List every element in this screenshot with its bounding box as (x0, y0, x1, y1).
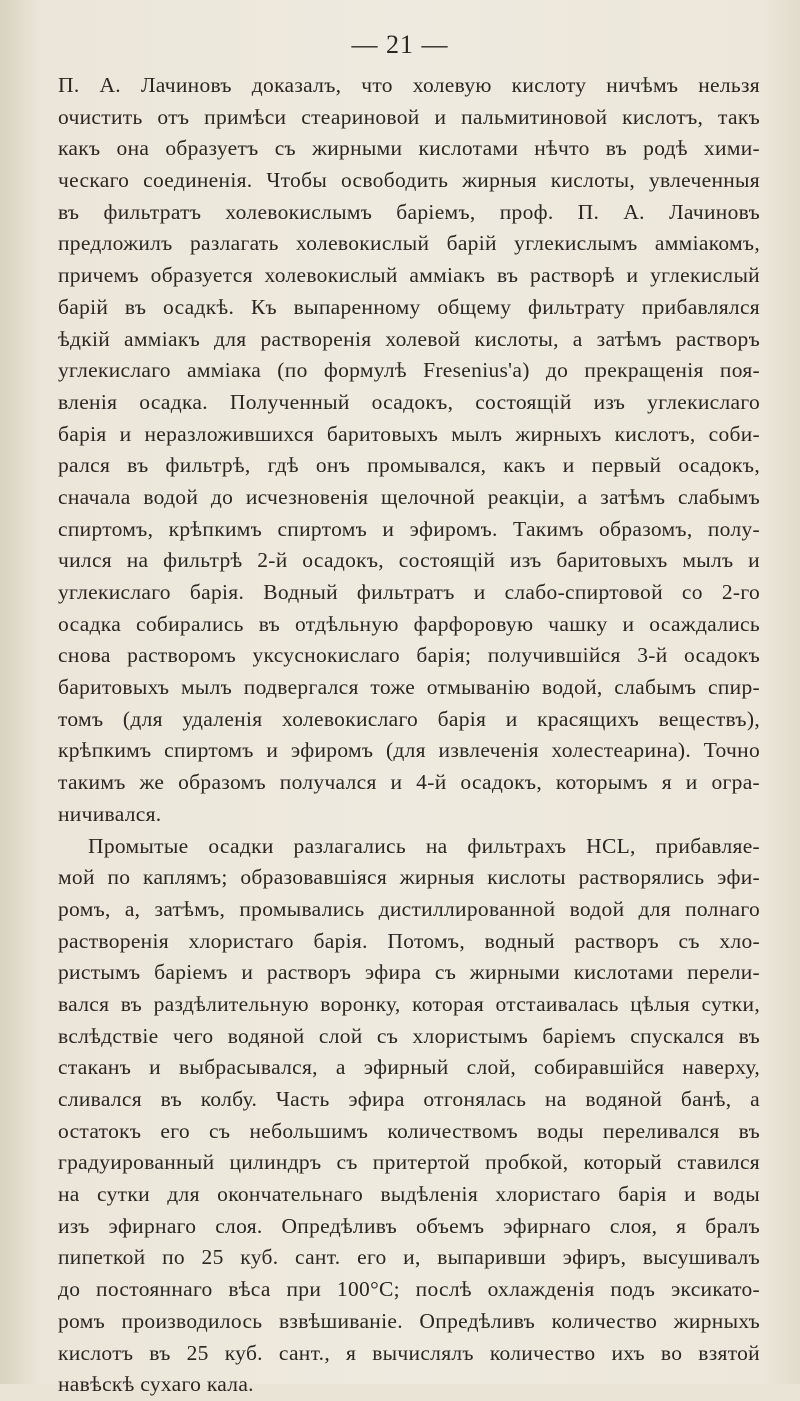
text-line: градуированный цилиндръ съ притертой пробкой, который ставился (58, 1150, 760, 1175)
text-line: ромъ производилось взвѣшиваніе. Опредѣливъ количество жирныхъ (58, 1308, 760, 1333)
text-line: въ фильтратъ холевокислымъ баріемъ, проф. П. А. Лачиновъ (58, 199, 760, 224)
text-line: остатокъ его съ небольшимъ количествомъ воды переливался въ (58, 1118, 760, 1143)
text-line: чился на фильтрѣ 2-й осадокъ, состоящій изъ баритовыхъ мылъ и (58, 548, 760, 573)
text-line: ромъ, а, затѣмъ, промывались дистиллированной водой для полнаго (58, 896, 760, 921)
text-line: снова растворомъ уксуснокислаго барія; получившійся 3-й осадокъ (58, 643, 760, 668)
text-line: ристымъ баріемъ и растворъ эфира съ жирными кислотами перели- (58, 960, 760, 985)
text-line: причемъ образуется холевокислый амміакъ въ растворѣ и углекислый (58, 263, 760, 288)
text-line: спиртомъ, крѣпкимъ спиртомъ и эфиромъ. Такимъ образомъ, полу- (58, 516, 760, 541)
text-line: баритовыхъ мылъ подвергался тоже отмыванію водой, слабымъ спир- (58, 675, 760, 700)
text-line: томъ (для удаленія холевокислаго барія и красящихъ веществъ), (58, 706, 760, 731)
text-line: сначала водой до исчезновенія щелочной реакціи, а затѣмъ слабымъ (58, 484, 760, 509)
body-text (58, 70, 760, 1401)
page-number: — 21 — (351, 30, 449, 59)
text-line: вслѣдствіе чего водяной слой съ хлористымъ баріемъ спускался въ (58, 1023, 760, 1048)
text-line: изъ эфирнаго слоя. Опредѣливъ объемъ эфирнаго слоя, я бралъ (58, 1213, 760, 1238)
text-line: мой по каплямъ; образовавшіяся жирныя кислоты растворялись эфи- (58, 865, 760, 890)
text-line: ческаго соединенія. Чтобы освободить жирныя кислоты, увлеченныя (58, 168, 760, 193)
text-line: до постояннаго вѣса при 100°С; послѣ охлажденія подъ эксикато- (58, 1277, 760, 1302)
text-line: пипеткой по 25 куб. сант. его и, выпаривши эфиръ, высушивалъ (58, 1245, 760, 1270)
text-line: очистить отъ примѣси стеариновой и пальмитиновой кислотъ, такъ (58, 104, 760, 129)
text-line: осадка собирались въ отдѣльную фарфоровую чашку и осаждались (58, 611, 760, 636)
text-line: Промытые осадки разлагались на фильтрахъ HCL, прибавляе- (88, 833, 760, 858)
text-line: вался въ раздѣлительную воронку, которая отстаивалась цѣлыя сутки, (58, 991, 760, 1016)
paragraph-1 (58, 70, 760, 831)
text-line: П. А. Лачиновъ доказалъ, что холевую кислоту ничѣмъ нельзя (58, 73, 760, 97)
text-line: предложилъ разлагать холевокислый барій углекислымъ амміакомъ, (58, 231, 760, 256)
text-line: ѣдкій амміакъ для растворенія холевой кислоты, а затѣмъ растворъ (58, 326, 760, 351)
text-line: барія и неразложившихся баритовыхъ мылъ жирныхъ кислотъ, соби- (58, 421, 760, 446)
text-line: такимъ же образомъ получался и 4-й осадокъ, которымъ я и огра- (58, 770, 760, 795)
text-line: углекислаго барія. Водный фильтратъ и слабо-спиртовой со 2-го (58, 580, 760, 604)
text-line: растворенія хлористаго барія. Потомъ, водный растворъ съ хло- (58, 928, 760, 953)
text-line: на сутки для окончательнаго выдѣленія хлористаго барія и воды (58, 1182, 760, 1207)
text-line: крѣпкимъ спиртомъ и эфиромъ (для извлеченія холестеарина). Точно (58, 738, 760, 763)
text-line: ничивался. (58, 801, 162, 826)
text-line: стаканъ и выбрасывался, а эфирный слой, собиравшійся наверху, (58, 1055, 760, 1080)
text-line: барій въ осадкѣ. Къ выпаренному общему фильтрату прибавлялся (58, 294, 760, 319)
text-line: навѣскѣ сухаго кала. (58, 1372, 254, 1397)
text-line: рался въ фильтрѣ, гдѣ онъ промывался, какъ и первый осадокъ, (58, 453, 760, 478)
text-line: углекислаго амміака (по формулѣ Fresenius'а) до прекращенія поя- (58, 358, 760, 383)
text-line: кислотъ въ 25 куб. сант., я вычислялъ количество ихъ во взятой (58, 1340, 760, 1365)
text-line: сливался въ колбу. Часть эфира отгонялась на водяной банѣ, а (58, 1087, 760, 1111)
text-line: вленія осадка. Полученный осадокъ, состоящій изъ углекислаго (58, 389, 760, 414)
paragraph-2 (58, 831, 760, 1401)
text-line: какъ она образуетъ съ жирными кислотами нѣчто въ родѣ хими- (58, 136, 760, 161)
